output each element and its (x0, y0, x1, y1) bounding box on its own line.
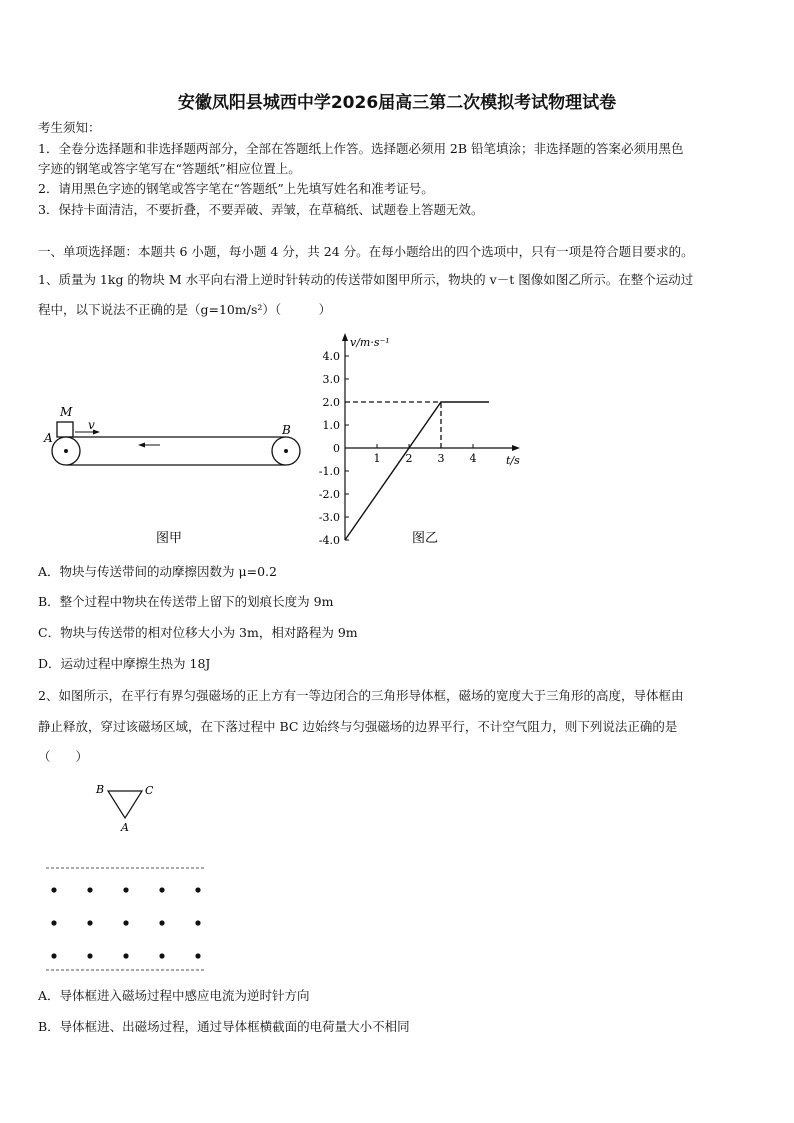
field-dots (51, 887, 200, 958)
y-tick-label: -3.0 (318, 511, 340, 524)
question-1-option-c: C．物块与传送带的相对位移大小为 3m，相对路程为 9m (38, 625, 358, 640)
question-1-option-a: A．物块与传送带间的动摩擦因数为 μ=0.2 (38, 564, 277, 579)
y-tick-label: -1.0 (318, 465, 340, 478)
x-axis-arrowhead (512, 445, 520, 451)
x-tick-label: 4 (469, 452, 477, 465)
triangle-frame (108, 791, 142, 818)
question-1-text: 1、质量为 1kg 的物块 M 水平向右滑上逆时针转动的传送带如图甲所示，物块的 v－t 图像如图乙所示。在整个运动过 (38, 272, 694, 287)
pulley-b-axle (284, 449, 288, 453)
notice-heading: 考生须知： (38, 120, 101, 135)
question-1-text: 程中，以下说法不正确的是（g=10m/s²）（ ） (38, 302, 332, 317)
x-tick-label: 1 (373, 452, 381, 465)
question-2-option-a: A．导体框进入磁场过程中感应电流为逆时针方向 (38, 988, 310, 1003)
figure-b-caption: 图乙 (412, 531, 439, 546)
label-b: B (96, 783, 105, 796)
label-v: v (88, 418, 95, 432)
figure-a-caption: 图甲 (156, 531, 183, 546)
field-dot (87, 887, 92, 892)
y-tick-label: 3.0 (322, 373, 340, 386)
x-tick-label: 2 (405, 452, 413, 465)
page-title: 安徽凤阳县城西中学2026届高三第二次模拟考试物理试卷 (177, 93, 617, 113)
y-tick-label: 4.0 (322, 350, 340, 363)
belt-direction-arrowhead (138, 443, 145, 448)
label-a: A (44, 431, 53, 445)
label-b: B (282, 423, 291, 437)
y-tick-label: 2.0 (322, 396, 340, 409)
notice-item: 2．请用黑色字迹的钢笔或答字笔在“答题纸”上先填写姓名和准考证号。 (38, 181, 434, 196)
field-dot (159, 953, 164, 958)
label-a: A (121, 821, 129, 834)
question-2-text: （ ） (38, 749, 89, 764)
notice-item: 字迹的钢笔或答字笔写在“答题纸”相应位置上。 (38, 161, 301, 176)
question-2-option-b: B．导体框进、出磁场过程，通过导体框横截面的电荷量大小不相同 (38, 1019, 410, 1034)
section-heading: 一、单项选择题：本题共 6 小题，每小题 4 分，共 24 分。在每小题给出的四个选项中，只有一项是符合题目要求的。 (38, 244, 694, 259)
y-tick-label: -2.0 (318, 488, 340, 501)
question-2-text: 2、如图所示，在平行有界匀强磁场的正上方有一等边闭合的三角形导体框，磁场的宽度大于三角形的高度，导体框由 (38, 688, 684, 703)
field-dot (87, 953, 92, 958)
y-tick-label: 0 (333, 442, 340, 455)
field-dot (123, 887, 128, 892)
field-dot (195, 887, 200, 892)
question-2-text: 静止释放，穿过该磁场区域，在下落过程中 BC 边始终与匀强磁场的边界平行，不计空气阻力，则下列说法正确的是 (38, 719, 678, 734)
figure-conveyor-belt (40, 400, 310, 550)
field-dot (51, 920, 56, 925)
field-dot (87, 920, 92, 925)
y-axis-arrowhead (342, 333, 348, 341)
x-tick-label: 3 (437, 452, 445, 465)
y-tick-label: 1.0 (322, 419, 340, 432)
field-dot (195, 920, 200, 925)
field-dot (159, 920, 164, 925)
field-dot (123, 953, 128, 958)
question-1-option-d: D．运动过程中摩擦生热为 18J (38, 656, 211, 671)
label-m: M (60, 405, 73, 419)
x-axis-label: t/s (506, 454, 520, 467)
field-dot (123, 920, 128, 925)
block-m (57, 422, 73, 437)
y-axis-label: v/m·s⁻¹ (350, 336, 390, 349)
notice-item: 3．保持卡面清洁，不要折叠，不要弄破、弄皱，在草稿纸、试题卷上答题无效。 (38, 202, 484, 217)
pulley-a-axle (64, 449, 68, 453)
figure-magnetic-field (40, 780, 220, 980)
label-c: C (145, 784, 154, 797)
figure-vt-chart (300, 330, 540, 552)
y-tick-label: -4.0 (318, 534, 340, 547)
field-dot (159, 887, 164, 892)
field-dot (51, 953, 56, 958)
question-1-option-b: B．整个过程中物块在传送带上留下的划痕长度为 9m (38, 594, 334, 609)
field-dot (51, 887, 56, 892)
notice-item: 1．全卷分选择题和非选择题两部分，全部在答题纸上作答。选择题必须用 2B 铅笔填涂；非选择题的答案必须用黑色 (38, 141, 684, 156)
velocity-series-line (345, 402, 489, 540)
field-dot (195, 953, 200, 958)
